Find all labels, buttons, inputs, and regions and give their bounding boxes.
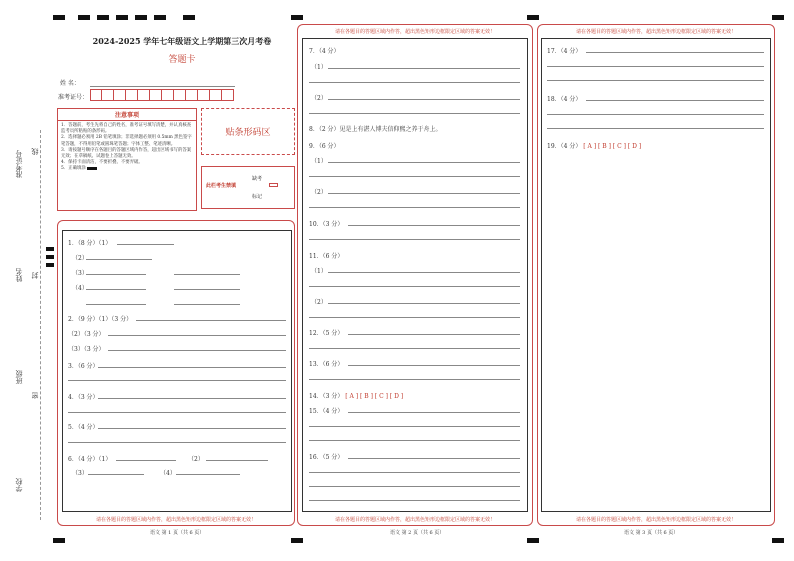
notice-item: 5．正确填涂 [61, 166, 193, 172]
answer-line[interactable] [309, 113, 520, 114]
ticket-number-boxes[interactable] [90, 89, 234, 101]
q2-2: （2）（3 分） [68, 331, 105, 338]
q7: 7．（4 分） [309, 48, 340, 55]
notice-item: 2．选择题必须用 2B 铅笔填涂；非选择题必须用 0.5mm 黑色签字笔答题，不得用铅笔或圆珠笔答题；字体工整、笔迹清晰。 [61, 135, 192, 147]
answer-line[interactable] [309, 472, 520, 473]
answer-line[interactable] [174, 289, 240, 290]
notice-title: 注意事项 [58, 109, 196, 121]
exam-subtitle: 答题卡 [168, 55, 196, 65]
q14: 14．（3 分） [ A ] [ B ] [ C ] [ D ] [309, 393, 404, 400]
registration-mark [772, 538, 784, 543]
warning-p1: 请在各题目的答题区域内作答，超出黑色矩形边框限定区域的答案无效！ [95, 517, 256, 523]
answer-line[interactable] [108, 335, 286, 336]
answer-line[interactable] [309, 500, 520, 501]
warning-p2-top: 请在各题目的答题区域内作答，超出黑色矩形边框限定区域的答案无效！ [334, 29, 495, 35]
answer-line[interactable] [98, 367, 286, 368]
answer-line[interactable] [86, 274, 146, 275]
answer-line[interactable] [348, 412, 520, 413]
answer-line[interactable] [328, 68, 520, 69]
registration-mark [135, 15, 147, 20]
answer-line[interactable] [174, 274, 240, 275]
answer-line[interactable] [348, 334, 520, 335]
answer-line[interactable] [309, 239, 520, 240]
answer-line[interactable] [68, 380, 286, 381]
notice-item: 1．答题前，考生先将自己的姓名，准考证号填写清楚，并认真核查监考员所粘贴的条形码。 [61, 123, 192, 135]
q2: 2．（9 分）（1）（3 分） [68, 316, 133, 323]
answer-line[interactable] [117, 244, 174, 245]
side-label-class: 班级 [15, 370, 23, 384]
ticket-label: 准考证号： [58, 94, 89, 101]
notice-item: 4．保持卡面清洁，不要折叠、不要弄破。 [61, 160, 143, 166]
answer-line[interactable] [98, 428, 286, 429]
answer-line[interactable] [328, 272, 520, 273]
answer-line[interactable] [68, 442, 286, 443]
answer-line[interactable] [586, 100, 764, 101]
registration-mark [78, 15, 90, 20]
q17: 17．（4 分） [547, 48, 582, 55]
q6-3: （3） [72, 470, 88, 477]
answer-line[interactable] [86, 259, 152, 260]
q1-4: （4） [72, 285, 88, 292]
absent-checkbox[interactable] [269, 183, 278, 187]
q2-3: （3）（3 分） [68, 346, 105, 353]
answer-line[interactable] [88, 474, 144, 475]
q6-4: （4） [160, 470, 176, 477]
answer-line[interactable] [328, 162, 520, 163]
q12: 12．（5 分） [309, 330, 344, 337]
q11-1: （1） [311, 268, 327, 275]
q11-2: （2） [311, 299, 327, 306]
q11: 11．（6 分） [309, 253, 344, 260]
registration-mark [291, 538, 303, 543]
answer-line[interactable] [309, 286, 520, 287]
registration-mark [772, 15, 784, 20]
answer-line[interactable] [348, 365, 520, 366]
q18: 18．（4 分） [547, 96, 582, 103]
q9-1: （1） [311, 158, 327, 165]
registration-mark [46, 255, 54, 259]
q3: 3．（6 分） [68, 363, 99, 370]
registration-mark [183, 15, 195, 20]
answer-box-p1 [62, 230, 292, 512]
warning-p3-top: 请在各题目的答题区域内作答，超出黑色矩形边框限定区域的答案无效！ [575, 29, 736, 35]
answer-line[interactable] [309, 379, 520, 380]
answer-line[interactable] [176, 474, 240, 475]
answer-line[interactable] [309, 486, 520, 487]
answer-box-p3 [541, 38, 771, 512]
absent-text: 缺考 [252, 176, 263, 182]
registration-mark [116, 15, 128, 20]
registration-mark [291, 15, 303, 20]
q10: 10．（3 分） [309, 221, 344, 228]
registration-mark [97, 15, 109, 20]
answer-line[interactable] [98, 398, 286, 399]
registration-mark [53, 15, 65, 20]
q13: 13．（6 分） [309, 361, 344, 368]
choice-options-14[interactable]: [ A ] [ B ] [ C ] [ D ] [345, 393, 404, 400]
name-field[interactable] [90, 86, 235, 87]
answer-line[interactable] [136, 320, 286, 321]
footer-p2: 语文 第 2 页（共 6 页） [390, 530, 445, 536]
q6-2: （2） [188, 456, 204, 463]
answer-line[interactable] [328, 303, 520, 304]
absent-box [201, 166, 295, 209]
barcode-area-label: 贴条形码区 [225, 128, 271, 138]
answer-line[interactable] [86, 289, 146, 290]
absent-label: 此栏考生禁填 [206, 183, 237, 189]
answer-line[interactable] [309, 440, 520, 441]
q1-2: （2） [72, 255, 88, 262]
side-label-name: 姓名 [15, 268, 23, 282]
mark-text: 标记 [252, 194, 263, 200]
answer-line[interactable] [68, 412, 286, 413]
footer-p3: 语文 第 3 页（共 6 页） [624, 530, 679, 536]
name-label: 姓 名： [60, 80, 80, 87]
answer-line[interactable] [309, 176, 520, 177]
answer-line[interactable] [116, 460, 176, 461]
q16: 16．（5 分） [309, 454, 344, 461]
side-label-secret: 密 [31, 392, 39, 399]
answer-line[interactable] [309, 426, 520, 427]
registration-mark [527, 538, 539, 543]
q19: 19．（4 分） [ A ] [ B ] [ C ] [ D ] [547, 143, 642, 150]
answer-line[interactable] [547, 66, 764, 67]
q7-1: （1） [311, 64, 327, 71]
warning-p3: 请在各题目的答题区域内作答，超出黑色矩形边框限定区域的答案无效！ [575, 517, 736, 523]
q5: 5．（4 分） [68, 424, 99, 431]
answer-line[interactable] [309, 317, 520, 318]
answer-line[interactable] [586, 52, 764, 53]
answer-line[interactable] [547, 128, 764, 129]
answer-line[interactable] [328, 99, 520, 100]
q6: 6．（4 分）（1） [68, 456, 112, 463]
answer-line[interactable] [309, 348, 520, 349]
registration-mark [154, 15, 166, 20]
q9: 9．（6 分） [309, 143, 340, 150]
q4: 4．（3 分） [68, 394, 99, 401]
answer-line[interactable] [206, 460, 268, 461]
registration-mark [46, 263, 54, 267]
choice-options-19[interactable]: [ A ] [ B ] [ C ] [ D ] [583, 143, 642, 150]
registration-mark [527, 15, 539, 20]
warning-p2: 请在各题目的答题区域内作答，超出黑色矩形边框限定区域的答案无效！ [334, 517, 495, 523]
answer-line[interactable] [309, 82, 520, 83]
q8: 8．（2 分）见是上有湛人博夫信仰熙之养于舟上。 [309, 126, 442, 133]
footer-p1: 语文 第 1 页（共 6 页） [150, 530, 205, 536]
registration-mark [46, 247, 54, 251]
barcode-area [201, 108, 295, 155]
answer-line[interactable] [348, 225, 520, 226]
answer-line[interactable] [547, 114, 764, 115]
binding-line [40, 130, 41, 520]
side-label-seal: 封 [31, 272, 39, 279]
answer-line[interactable] [108, 350, 286, 351]
side-label-line: 线 [31, 148, 39, 155]
notice-box [57, 108, 197, 211]
answer-line[interactable] [328, 193, 520, 194]
side-label-ticket: 准考证号 [15, 150, 23, 178]
q1: 1．（8 分）（1） [68, 240, 112, 247]
notice-item: 3．请按题号顺序在各题目的答题区域内作答，超出区域书写的答案无效；在草稿纸、试题卷上答题无效。 [61, 147, 192, 160]
side-label-school: 学校 [15, 478, 23, 492]
filled-sample-icon [87, 167, 97, 170]
q1-3: （3） [72, 270, 88, 277]
answer-line[interactable] [86, 304, 146, 305]
q7-2: （2） [311, 95, 327, 102]
q15: 15．（4 分） [309, 408, 344, 415]
exam-title: 2024-2025 学年七年级语文上学期第三次月考卷 [92, 36, 272, 46]
registration-mark [53, 538, 65, 543]
answer-line[interactable] [174, 304, 240, 305]
answer-line[interactable] [309, 207, 520, 208]
answer-line[interactable] [547, 80, 764, 81]
q9-2: （2） [311, 189, 327, 196]
answer-line[interactable] [348, 458, 520, 459]
